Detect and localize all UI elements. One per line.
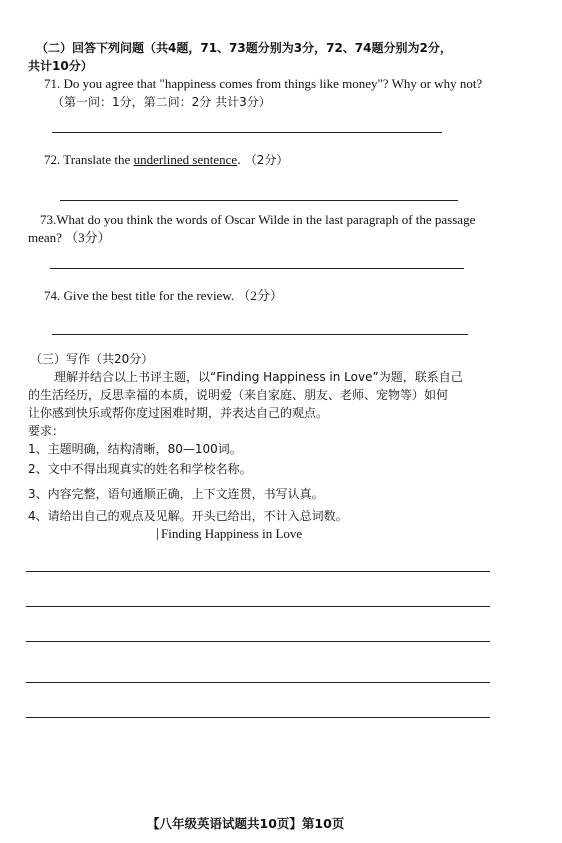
question-71-text: 71. Do you agree that "happiness comes from things like money"? Why or why not?	[44, 76, 483, 91]
requirement-item-1: 1、主题明确，结构清晰，80—100词。	[28, 442, 242, 456]
answer-line-71[interactable]	[52, 132, 442, 133]
answer-line-74[interactable]	[52, 334, 468, 335]
essay-title: Finding Happiness in Love	[161, 526, 303, 541]
question-72-underlined: underlined sentence	[133, 152, 238, 167]
writing-line-5[interactable]	[26, 717, 490, 718]
question-73-line1: 73.What do you think the words of Oscar Wilde in the last paragraph of the passage	[40, 212, 476, 227]
writing-line-1[interactable]	[26, 571, 490, 572]
section3-heading: （三）写作（共20分）	[30, 352, 154, 366]
section2-heading-line2: 共计10分）	[28, 59, 93, 73]
requirement-item-2: 2、文中不得出现真实的姓名和学校名称。	[28, 462, 252, 476]
question-72-suffix: . （2分）	[237, 153, 289, 167]
answer-line-72[interactable]	[60, 200, 458, 201]
requirements-label: 要求：	[28, 424, 65, 438]
section3-instruction-line2: 的生活经历，反思幸福的本质，说明爱（来自家庭、朋友、老师、宠物等）如何	[28, 388, 449, 402]
answer-line-73[interactable]	[50, 268, 464, 269]
writing-line-3[interactable]	[26, 641, 490, 642]
question-72-prefix: 72. Translate the	[44, 152, 134, 167]
question-74-text: 74. Give the best title for the review. （2分）	[44, 288, 283, 303]
section2-heading-line1: （二）回答下列问题（共4题，71、73题分别为3分，72、74题分别为2分，	[36, 41, 452, 55]
writing-line-2[interactable]	[26, 606, 490, 607]
question-71-score-note: （第一问：1分，第二问：2分 共计3分）	[52, 95, 271, 109]
section3-instruction-line3: 让你感到快乐或帮你度过困难时期，并表达自己的观点。	[28, 406, 329, 420]
section3-instruction-line1: 理解并结合以上书评主题，以“Finding Happiness in Love”为题，联系自己	[54, 370, 463, 384]
requirement-item-4: 4、请给出自己的观点及见解。开头已给出，不计入总词数。	[28, 509, 348, 523]
question-72-text	[44, 152, 288, 168]
writing-line-4[interactable]	[26, 682, 490, 683]
page-footer: 【八年级英语试题共10页】第10页	[147, 816, 345, 831]
question-73-line2: mean? （3分）	[28, 230, 111, 245]
requirement-item-3: 3、内容完整，语句通顺正确，上下文连贯，书写认真。	[28, 487, 324, 501]
title-cursor-mark	[157, 528, 158, 540]
